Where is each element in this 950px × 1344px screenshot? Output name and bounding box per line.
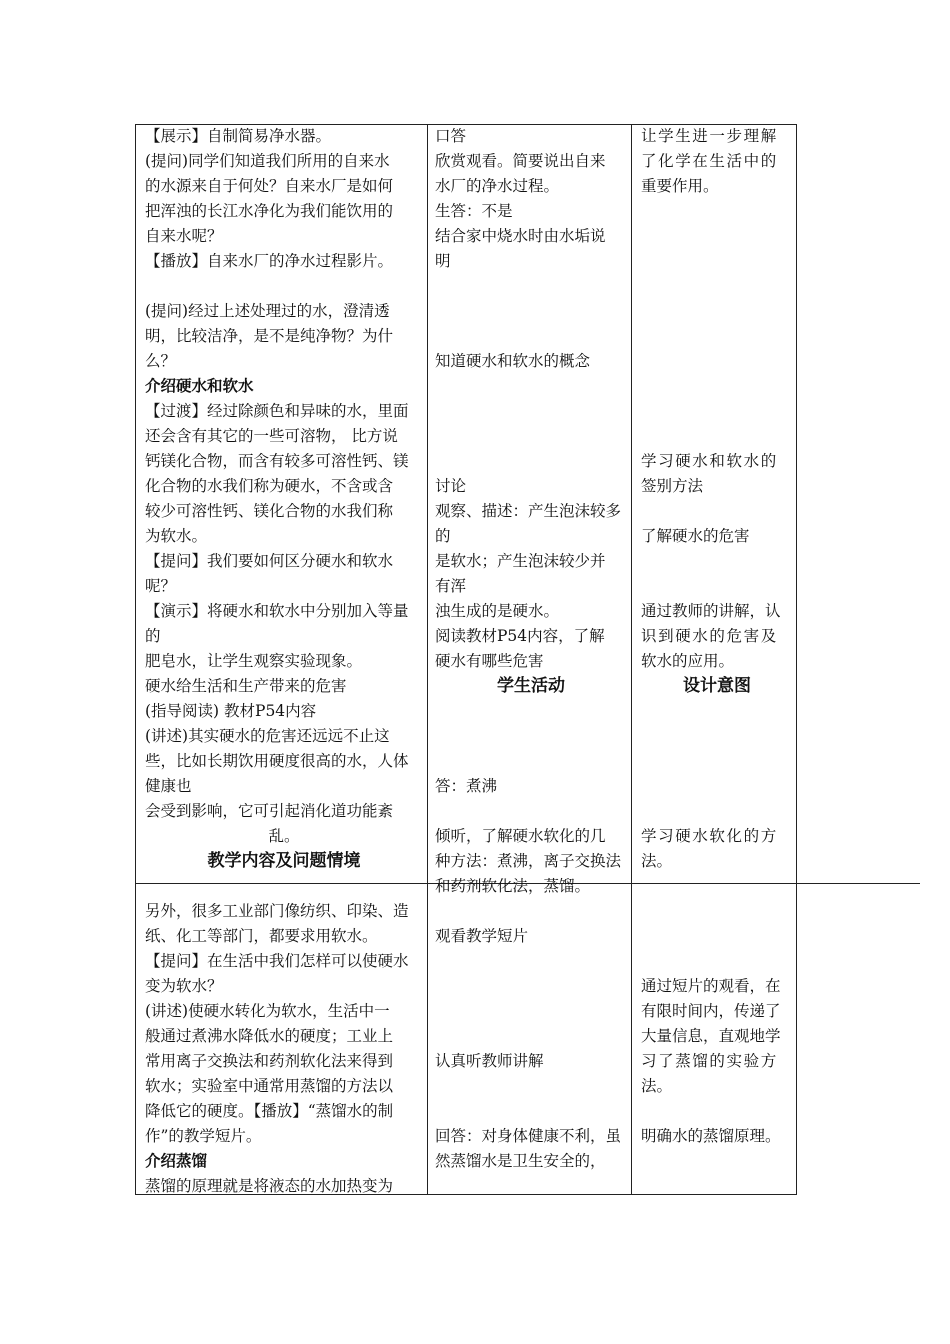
text-line: 结合家中烧水时由水垢说 [435, 227, 606, 245]
text-line: 【播放】自来水厂的净水过程影片。 [145, 252, 394, 270]
text-line: 知道硬水和软水的概念 [435, 352, 591, 370]
column-header-student-activity: 学生活动 [497, 676, 565, 696]
text-line: 通过教师的讲解，认 [641, 602, 781, 620]
text-line: 健康也 [145, 777, 192, 795]
text-line: 欣赏观看。简要说出自来 [435, 152, 606, 170]
text-line: 蒸馏的原理就是将液态的水加热变为 [145, 1177, 394, 1195]
blank-line [641, 574, 793, 599]
text-line: 硬水有哪些危害 [435, 652, 544, 670]
text-line: (提问)同学们知道我们所用的自来水 [145, 152, 390, 170]
text-line: 【提问】我们要如何区分硬水和软水 [145, 552, 394, 570]
text-line: 和药剂软化法，蒸馏。 [435, 877, 591, 895]
text-line: 签别方法 [641, 477, 704, 495]
text-line: (提问)经过上述处理过的水，澄清透 [145, 302, 390, 320]
text-line: 【演示】将硬水和软水中分别加入等量 [145, 602, 409, 620]
text-line: 呢？ [145, 577, 177, 595]
text-line: 大量信息，直观地学 [641, 1027, 781, 1045]
text-line: 认真听教师讲解 [435, 1052, 544, 1070]
text-line: 另外，很多工业部门像纺织、印染、造 [145, 902, 409, 920]
blank-line [435, 1099, 627, 1124]
text-line: 软水；实验室中通常用蒸馏的方法以 [145, 1077, 394, 1095]
blank-line [641, 874, 793, 899]
blank-line [435, 749, 627, 774]
text-line: 变为软水？ [145, 977, 223, 995]
text-line: 口答 [435, 127, 467, 145]
blank-line [641, 549, 793, 574]
blank-line [641, 224, 793, 249]
teaching-content-column [145, 124, 423, 1199]
blank-line [435, 724, 627, 749]
blank-line [435, 974, 627, 999]
blank-line [641, 799, 793, 824]
text-line: 答：煮沸 [435, 777, 498, 795]
blank-line [641, 249, 793, 274]
blank-line [641, 424, 793, 449]
text-line: 明 [435, 252, 451, 270]
text-line: 作”的教学短片。 [145, 1127, 262, 1145]
blank-line [435, 449, 627, 474]
text-line: 的 [145, 627, 161, 645]
blank-line [641, 899, 793, 924]
blank-line [435, 299, 627, 324]
column-divider-2 [631, 124, 632, 1195]
text-line: 识到硬水的危害及 [641, 627, 778, 645]
text-line: 钙镁化合物，而含有较多可溶性钙、镁 [145, 452, 409, 470]
text-line: 【展示】自制简易净水器。 [145, 127, 332, 145]
text-line: 生答：不是 [435, 202, 513, 220]
blank-line [435, 949, 627, 974]
text-line: 讨论 [435, 477, 467, 495]
text-line: 纸、化工等部门，都要求用软水。 [145, 927, 378, 945]
blank-line [641, 499, 793, 524]
text-line: 回答：对身体健康不利，虽 [435, 1127, 622, 1145]
text-line: 学习硬水和软水的 [641, 452, 778, 470]
text-line: 降低它的硬度。【播放】“蒸馏水的制 [145, 1102, 394, 1120]
text-line: 学习硬水软化的方 [641, 827, 778, 845]
text-line: 有浑 [435, 577, 467, 595]
blank-line [435, 374, 627, 399]
blank-line [435, 324, 627, 349]
text-line: 自来水呢？ [145, 227, 223, 245]
text-line: 习了蒸馏的实验方 [641, 1052, 778, 1070]
text-line: 硬水给生活和生产带来的危害 [145, 677, 347, 695]
blank-line [641, 724, 793, 749]
blank-line [641, 324, 793, 349]
text-line: 的 [435, 527, 451, 545]
text-line: 较少可溶性钙、镁化合物的水我们称 [145, 502, 394, 520]
text-line: 常用离子交换法和药剂软化法来得到 [145, 1052, 394, 1070]
column-divider-1 [427, 124, 428, 1195]
blank-line [641, 949, 793, 974]
blank-line [435, 999, 627, 1024]
text-line: 【过渡】经过除颜色和异味的水，里面 [145, 402, 409, 420]
text-line: 浊生成的是硬水。 [435, 602, 560, 620]
blank-line [145, 274, 423, 299]
text-line: (讲述)使硬水转化为软水，生活中一 [145, 1002, 390, 1020]
text-line: 为软水。 [145, 527, 208, 545]
text-line: 【提问】在生活中我们怎样可以使硬水 [145, 952, 409, 970]
text-line: 水厂的净水过程。 [435, 177, 560, 195]
blank-line [435, 424, 627, 449]
column-header-teaching-content: 教学内容及问题情境 [207, 851, 361, 871]
text-line: 让学生进一步理解 [641, 127, 778, 145]
blank-line [641, 749, 793, 774]
text-line: 了化学在生活中的 [641, 152, 778, 170]
section-heading-hard-soft-water: 介绍硬水和软水 [145, 377, 254, 395]
text-line: 法。 [641, 852, 673, 870]
design-intent-column [641, 124, 793, 1149]
blank-line [641, 399, 793, 424]
text-line: (指导阅读) 教材P54内容 [145, 702, 317, 720]
text-line: 观看教学短片 [435, 927, 529, 945]
text-line: 观察、描述：产生泡沫较多 [435, 502, 622, 520]
text-line: 的水源来自于何处？自来水厂是如何 [145, 177, 394, 195]
blank-line [435, 899, 627, 924]
blank-line [641, 274, 793, 299]
blank-line [641, 774, 793, 799]
text-line: 乱。 [268, 827, 300, 845]
text-line: 法。 [641, 1077, 673, 1095]
blank-line [641, 374, 793, 399]
text-line: 把浑浊的长江水净化为我们能饮用的 [145, 202, 394, 220]
text-line: 还会含有其它的一些可溶物， 比方说 [145, 427, 398, 445]
column-header-design-intent: 设计意图 [683, 676, 751, 696]
text-line: 是软水；产生泡沫较少并 [435, 552, 606, 570]
text-line: 肥皂水，让学生观察实验现象。 [145, 652, 363, 670]
blank-line [435, 1024, 627, 1049]
text-line: 会受到影响，它可引起消化道功能紊 [145, 802, 394, 820]
text-line: 了解硬水的危害 [641, 527, 750, 545]
blank-line [641, 924, 793, 949]
blank-line [435, 699, 627, 724]
blank-line [435, 274, 627, 299]
text-line: 重要作用。 [641, 177, 719, 195]
section-heading-distillation: 介绍蒸馏 [145, 1152, 208, 1170]
text-line: 种方法：煮沸，离子交换法 [435, 852, 622, 870]
blank-line [641, 1099, 793, 1124]
blank-line [435, 1074, 627, 1099]
student-activity-column [435, 124, 627, 1174]
blank-line [641, 199, 793, 224]
text-line: 倾听，了解硬水软化的几 [435, 827, 606, 845]
text-line: 明确水的蒸馏原理。 [641, 1127, 781, 1145]
text-line: 明，比较洁净，是不是纯净物？为什 [145, 327, 394, 345]
text-line: 般通过煮沸水降低水的硬度；工业上 [145, 1027, 394, 1045]
text-line: 然蒸馏水是卫生安全的， [435, 1152, 606, 1170]
text-line: 化合物的水我们称为硬水，不含或含 [145, 477, 394, 495]
text-line: 么？ [145, 352, 177, 370]
text-line: 有限时间内，传递了 [641, 1002, 781, 1020]
blank-line [641, 299, 793, 324]
blank-line [145, 874, 423, 899]
text-line: (讲述)其实硬水的危害还远远不止这 [145, 727, 390, 745]
blank-line [641, 699, 793, 724]
blank-line [435, 799, 627, 824]
text-line: 软水的应用。 [641, 652, 735, 670]
blank-line [641, 349, 793, 374]
text-line: 通过短片的观看，在 [641, 977, 781, 995]
blank-line [435, 399, 627, 424]
text-line: 阅读教材P54内容，了解 [435, 627, 605, 645]
text-line: 些，比如长期饮用硬度很高的水，人体 [145, 752, 409, 770]
